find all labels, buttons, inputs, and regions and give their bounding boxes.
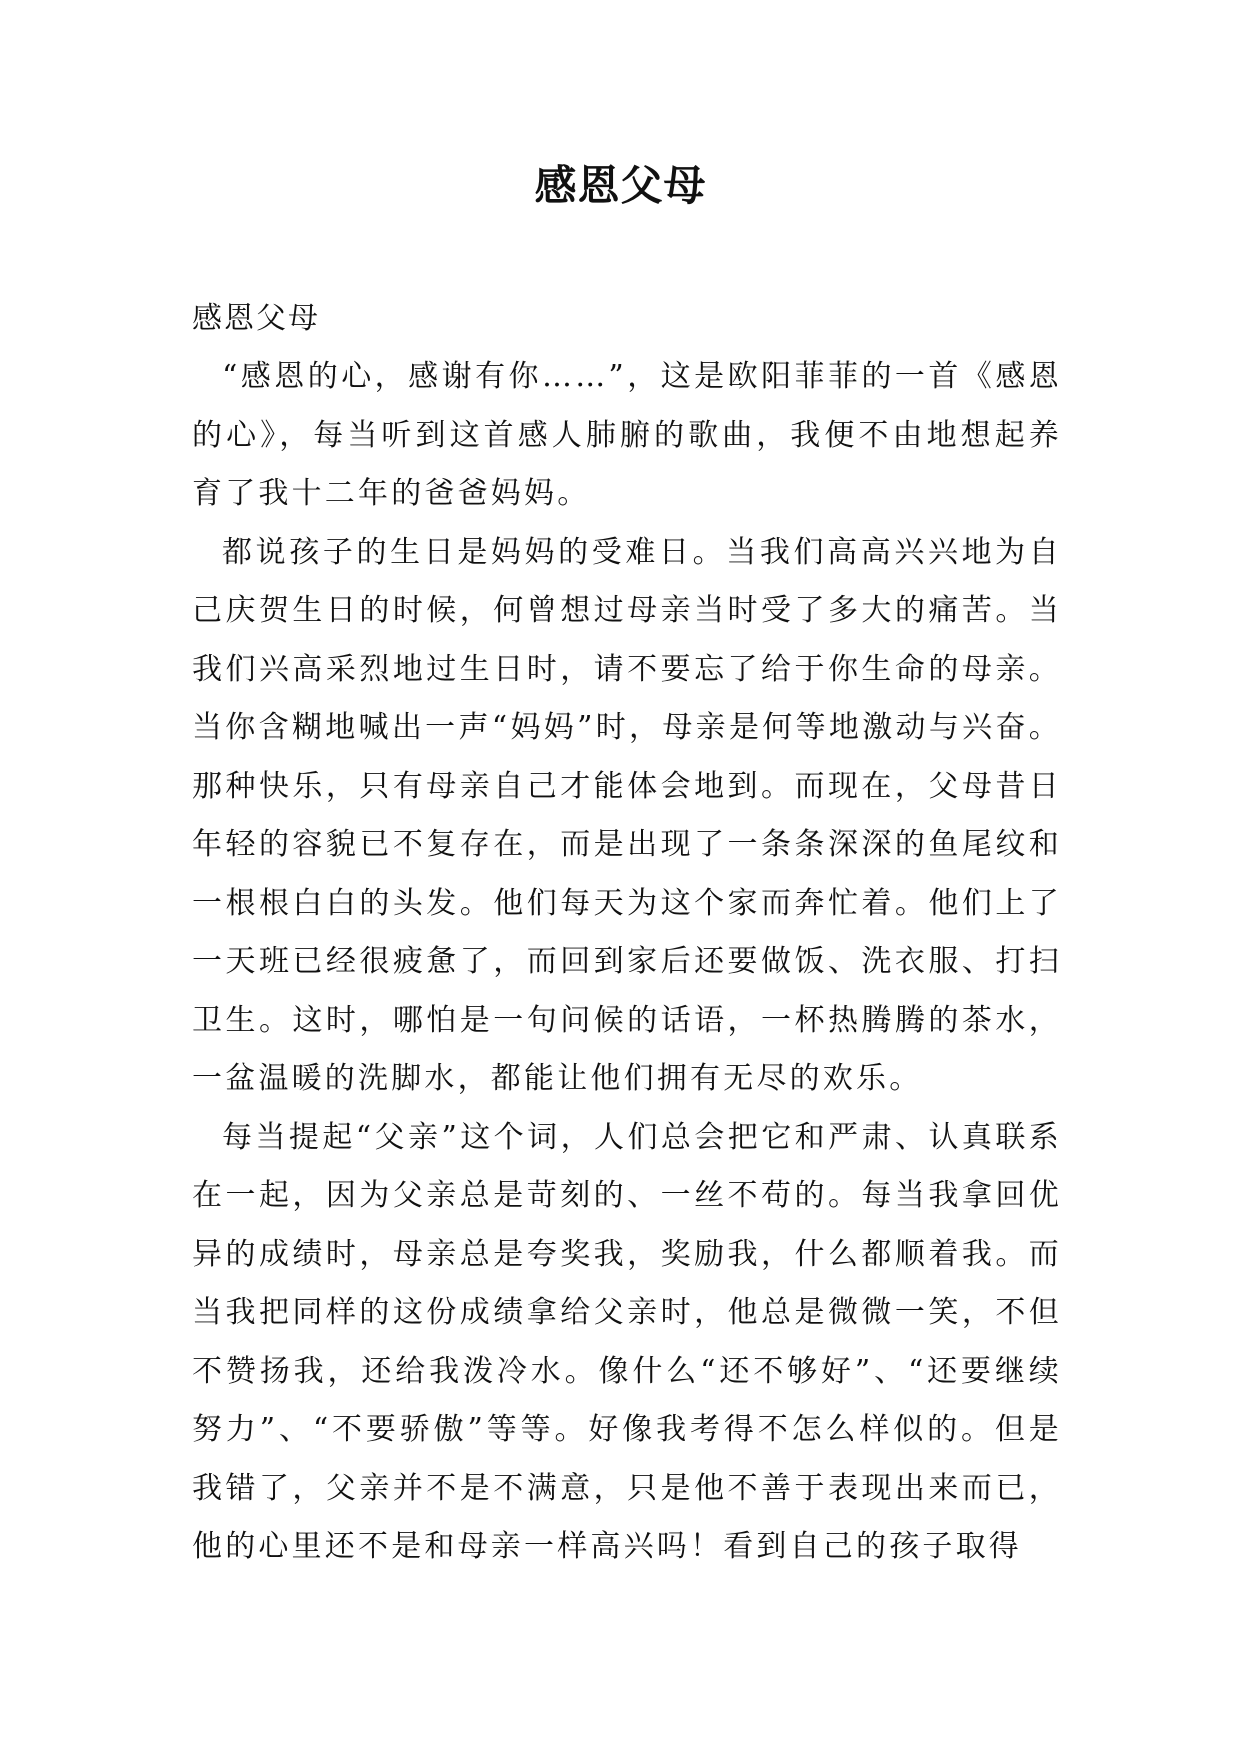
paragraph-2: 都说孩子的生日是妈妈的受难日。当我们高高兴兴地为自己庆贺生日的时候，何曾想过母亲当时受了多大的痛苦。当我们兴高采烈地过生日时，请不要忘了给于你生命的母亲。当你含糊地喊出一声“妈妈”时，母亲是何等地激动与兴奋。那种快乐，只有母亲自己才能体会地到。而现在，父母昔日年轻的容貌已不复存在，而是出现了一条条深深的鱼尾纹和一根根白白的头发。他们每天为这个家而奔忙着。他们上了一天班已经很疲惫了，而回到家后还要做饭、洗衣服、打扫卫生。这时，哪怕是一句问候的话语，一杯热腾腾的茶水，一盆温暖的洗脚水，都能让他们拥有无尽的欢乐。 — [192, 534, 1062, 1096]
document-body — [192, 290, 1062, 1577]
paragraph-1: “感恩的心，感谢有你……”，这是欧阳菲菲的一首《感恩的心》，每当听到这首感人肺腑的歌曲，我便不由地想起养育了我十二年的爸爸妈妈。 — [192, 359, 1062, 511]
paragraph-3: 每当提起“父亲”这个词，人们总会把它和严肃、认真联系在一起，因为父亲总是苛刻的、一丝不苟的。每当我拿回优异的成绩时，母亲总是夸奖我，奖励我，什么都顺着我。而当我把同样的这份成绩拿给父亲时，他总是微微一笑，不但不赞扬我，还给我泼冷水。像什么“还不够好”、“还要继续努力”、“不要骄傲”等等。好像我考得不怎么样似的。但是我错了，父亲并不是不满意，只是他不善于表现出来而已，他的心里还不是和母亲一样高兴吗！看到自己的孩子取得 — [192, 1119, 1062, 1564]
document-title: 感恩父母 — [534, 161, 707, 210]
document-subtitle: 感恩父母 — [192, 301, 320, 336]
